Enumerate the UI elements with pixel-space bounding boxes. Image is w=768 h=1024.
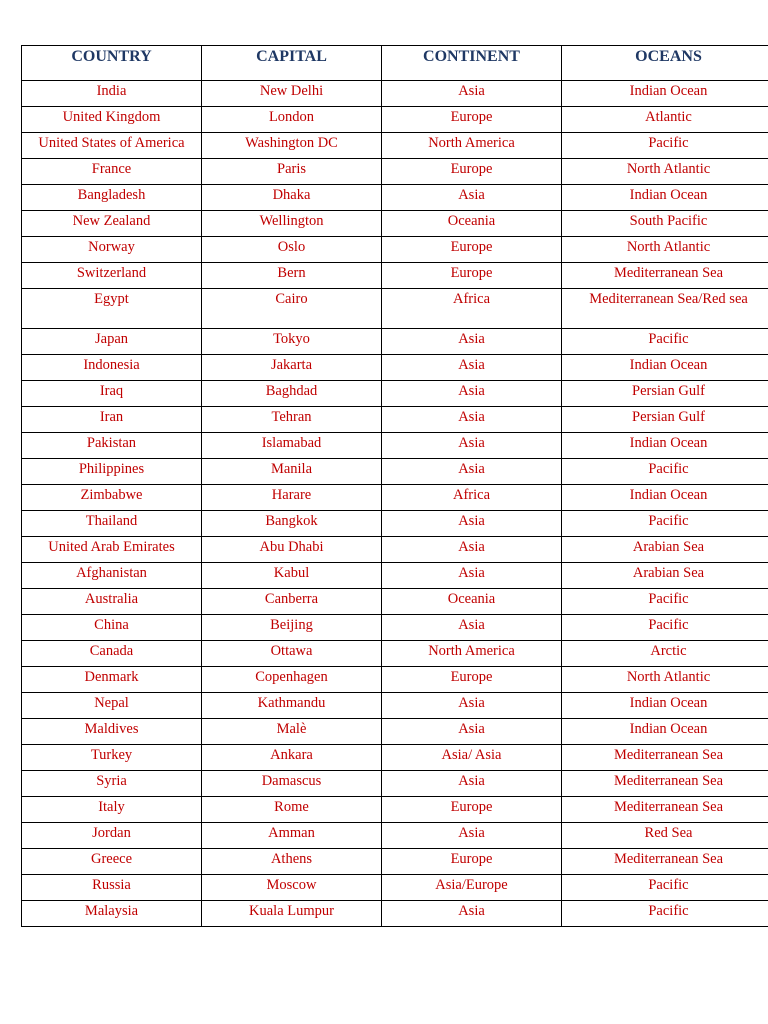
cell-ocean: Arabian Sea (562, 563, 768, 589)
cell-capital: London (202, 107, 382, 133)
header-country: COUNTRY (22, 46, 202, 81)
cell-continent: Asia (382, 459, 562, 485)
cell-country: Nepal (22, 693, 202, 719)
cell-capital: Malè (202, 719, 382, 745)
cell-capital: Moscow (202, 875, 382, 901)
table-row (22, 771, 768, 797)
table-row (22, 211, 768, 237)
cell-continent: Europe (382, 159, 562, 185)
table-row (22, 901, 768, 927)
table-body (22, 81, 768, 927)
cell-country: New Zealand (22, 211, 202, 237)
cell-capital: Tehran (202, 407, 382, 433)
cell-country: Pakistan (22, 433, 202, 459)
table-row (22, 693, 768, 719)
cell-continent: Asia (382, 81, 562, 107)
cell-ocean: Indian Ocean (562, 719, 768, 745)
table-row (22, 459, 768, 485)
table-row (22, 237, 768, 263)
header-continent: CONTINENT (382, 46, 562, 81)
cell-continent: Asia (382, 433, 562, 459)
cell-capital: Canberra (202, 589, 382, 615)
cell-capital: Washington DC (202, 133, 382, 159)
cell-capital: Paris (202, 159, 382, 185)
cell-country: Malaysia (22, 901, 202, 927)
cell-capital: Kuala Lumpur (202, 901, 382, 927)
cell-capital: Islamabad (202, 433, 382, 459)
cell-ocean: Pacific (562, 329, 768, 355)
cell-ocean: Mediterranean Sea (562, 745, 768, 771)
cell-ocean: Pacific (562, 133, 768, 159)
cell-country: Norway (22, 237, 202, 263)
cell-capital: Wellington (202, 211, 382, 237)
table-row (22, 563, 768, 589)
cell-continent: Oceania (382, 211, 562, 237)
cell-ocean: Atlantic (562, 107, 768, 133)
cell-ocean: Mediterranean Sea (562, 849, 768, 875)
cell-capital: Copenhagen (202, 667, 382, 693)
table-row (22, 615, 768, 641)
table-row (22, 133, 768, 159)
cell-capital: Amman (202, 823, 382, 849)
cell-country: Maldives (22, 719, 202, 745)
table-row (22, 797, 768, 823)
cell-capital: Dhaka (202, 185, 382, 211)
cell-ocean: Indian Ocean (562, 693, 768, 719)
table-row (22, 289, 768, 329)
cell-ocean: Indian Ocean (562, 433, 768, 459)
cell-continent: Asia (382, 537, 562, 563)
document-page (21, 45, 768, 927)
table-row (22, 407, 768, 433)
cell-ocean: Pacific (562, 875, 768, 901)
cell-capital: Athens (202, 849, 382, 875)
cell-capital: Baghdad (202, 381, 382, 407)
cell-country: United Kingdom (22, 107, 202, 133)
cell-country: Canada (22, 641, 202, 667)
cell-country: Jordan (22, 823, 202, 849)
cell-country: Turkey (22, 745, 202, 771)
cell-country: Denmark (22, 667, 202, 693)
cell-continent: Asia (382, 719, 562, 745)
table-row (22, 875, 768, 901)
cell-continent: Asia (382, 823, 562, 849)
table-row (22, 823, 768, 849)
cell-ocean: Indian Ocean (562, 355, 768, 381)
cell-capital: Damascus (202, 771, 382, 797)
cell-ocean: South Pacific (562, 211, 768, 237)
cell-ocean: Mediterranean Sea (562, 797, 768, 823)
cell-capital: Harare (202, 485, 382, 511)
cell-capital: Oslo (202, 237, 382, 263)
cell-continent: Asia/Europe (382, 875, 562, 901)
cell-country: India (22, 81, 202, 107)
cell-ocean: Persian Gulf (562, 407, 768, 433)
cell-capital: Kabul (202, 563, 382, 589)
cell-country: China (22, 615, 202, 641)
cell-ocean: Pacific (562, 589, 768, 615)
cell-continent: Oceania (382, 589, 562, 615)
cell-country: Thailand (22, 511, 202, 537)
table-row (22, 641, 768, 667)
cell-continent: Asia/ Asia (382, 745, 562, 771)
table-row (22, 433, 768, 459)
countries-table (21, 45, 768, 927)
cell-country: United Arab Emirates (22, 537, 202, 563)
cell-ocean: Mediterranean Sea (562, 771, 768, 797)
cell-continent: Asia (382, 901, 562, 927)
cell-continent: Asia (382, 511, 562, 537)
cell-capital: Rome (202, 797, 382, 823)
cell-continent: Asia (382, 563, 562, 589)
cell-ocean: Indian Ocean (562, 81, 768, 107)
cell-continent: North America (382, 641, 562, 667)
cell-ocean: Pacific (562, 615, 768, 641)
table-row (22, 667, 768, 693)
table-row (22, 263, 768, 289)
cell-ocean: North Atlantic (562, 237, 768, 263)
cell-ocean: Indian Ocean (562, 185, 768, 211)
cell-country: Greece (22, 849, 202, 875)
cell-ocean: Persian Gulf (562, 381, 768, 407)
cell-country: Indonesia (22, 355, 202, 381)
cell-ocean: North Atlantic (562, 667, 768, 693)
cell-ocean: North Atlantic (562, 159, 768, 185)
cell-country: Philippines (22, 459, 202, 485)
cell-ocean: Arctic (562, 641, 768, 667)
table-row (22, 589, 768, 615)
cell-continent: Asia (382, 615, 562, 641)
cell-country: Switzerland (22, 263, 202, 289)
cell-ocean: Mediterranean Sea/Red sea (562, 289, 768, 329)
cell-country: Japan (22, 329, 202, 355)
cell-continent: Europe (382, 667, 562, 693)
table-row (22, 485, 768, 511)
table-row (22, 745, 768, 771)
cell-continent: Africa (382, 485, 562, 511)
cell-country: Iran (22, 407, 202, 433)
cell-capital: Ottawa (202, 641, 382, 667)
cell-country: Iraq (22, 381, 202, 407)
cell-continent: Asia (382, 355, 562, 381)
cell-continent: Asia (382, 329, 562, 355)
cell-ocean: Pacific (562, 901, 768, 927)
cell-continent: Europe (382, 237, 562, 263)
table-row (22, 355, 768, 381)
cell-capital: Bern (202, 263, 382, 289)
cell-ocean: Indian Ocean (562, 485, 768, 511)
header-oceans: OCEANS (562, 46, 768, 81)
cell-capital: Ankara (202, 745, 382, 771)
cell-capital: Kathmandu (202, 693, 382, 719)
table-row (22, 329, 768, 355)
cell-country: Australia (22, 589, 202, 615)
header-capital: CAPITAL (202, 46, 382, 81)
cell-capital: Cairo (202, 289, 382, 329)
cell-country: Russia (22, 875, 202, 901)
table-header-row (22, 46, 768, 81)
table-row (22, 537, 768, 563)
cell-country: Afghanistan (22, 563, 202, 589)
cell-capital: Abu Dhabi (202, 537, 382, 563)
cell-country: Zimbabwe (22, 485, 202, 511)
table-row (22, 185, 768, 211)
cell-capital: Jakarta (202, 355, 382, 381)
cell-ocean: Red Sea (562, 823, 768, 849)
cell-capital: Manila (202, 459, 382, 485)
cell-continent: Europe (382, 263, 562, 289)
cell-capital: Bangkok (202, 511, 382, 537)
cell-continent: Europe (382, 797, 562, 823)
cell-capital: New Delhi (202, 81, 382, 107)
cell-ocean: Pacific (562, 459, 768, 485)
cell-continent: Asia (382, 693, 562, 719)
cell-continent: Asia (382, 185, 562, 211)
table-row (22, 719, 768, 745)
cell-country: Egypt (22, 289, 202, 329)
cell-country: France (22, 159, 202, 185)
table-row (22, 81, 768, 107)
cell-capital: Beijing (202, 615, 382, 641)
table-row (22, 107, 768, 133)
cell-capital: Tokyo (202, 329, 382, 355)
cell-continent: Europe (382, 849, 562, 875)
cell-continent: Europe (382, 107, 562, 133)
cell-ocean: Arabian Sea (562, 537, 768, 563)
cell-country: Bangladesh (22, 185, 202, 211)
cell-continent: Asia (382, 407, 562, 433)
cell-continent: Asia (382, 771, 562, 797)
table-row (22, 511, 768, 537)
table-row (22, 849, 768, 875)
cell-ocean: Mediterranean Sea (562, 263, 768, 289)
cell-country: Syria (22, 771, 202, 797)
cell-continent: North America (382, 133, 562, 159)
cell-continent: Africa (382, 289, 562, 329)
cell-country: United States of America (22, 133, 202, 159)
table-row (22, 381, 768, 407)
cell-country: Italy (22, 797, 202, 823)
table-row (22, 159, 768, 185)
cell-ocean: Pacific (562, 511, 768, 537)
cell-continent: Asia (382, 381, 562, 407)
